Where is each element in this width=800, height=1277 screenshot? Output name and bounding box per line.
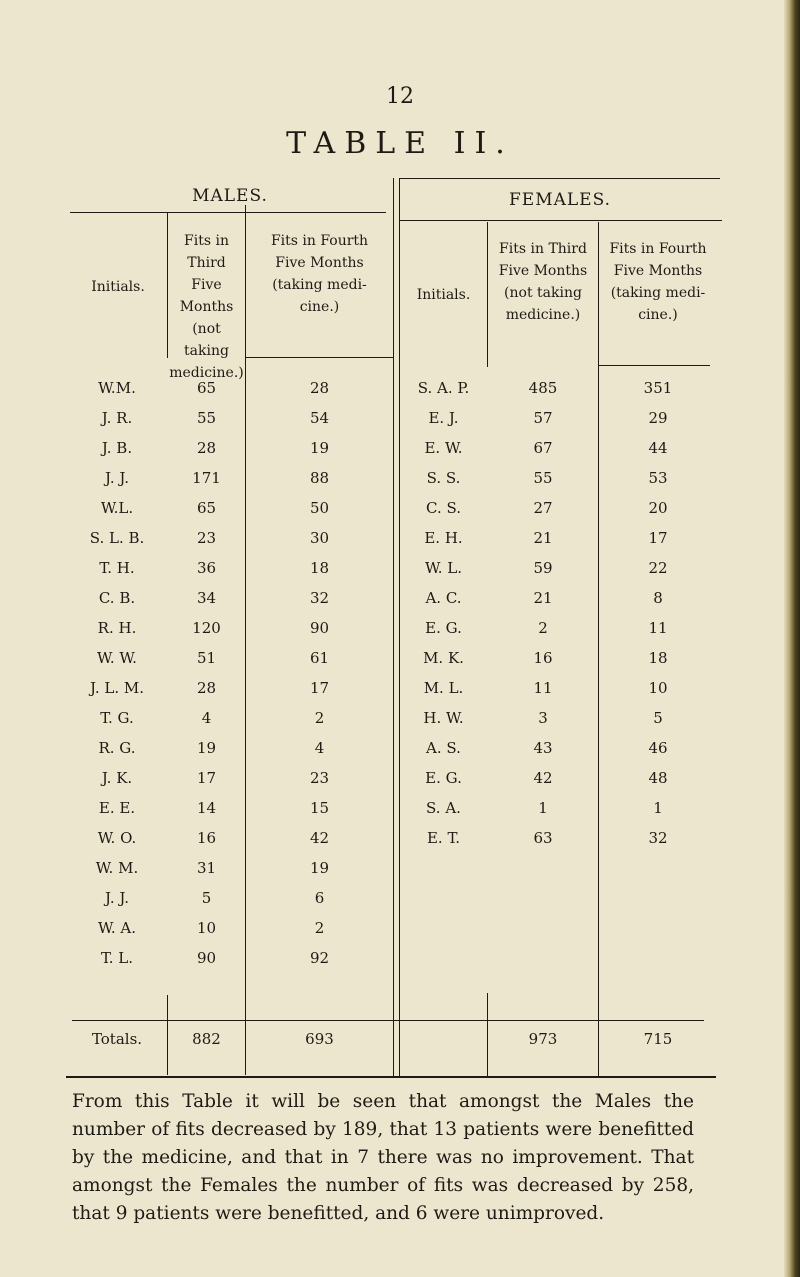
females-row-11-fourth: 10 (648, 679, 668, 697)
rule-under-section-females (400, 220, 722, 221)
females-row-3-third: 67 (533, 439, 553, 457)
females-totals-third: 973 (528, 1030, 558, 1048)
males-header-third: Fits in Third Five Months (not taking medicine.) (169, 233, 244, 381)
males-row-17-fourth: 19 (309, 859, 330, 877)
females-row-7-third: 59 (533, 559, 553, 577)
males-row-12-fourth: 2 (314, 709, 325, 727)
females-row-9-fourth: 11 (648, 619, 668, 637)
males-row-4-initials: J. J. (104, 469, 129, 487)
males-row-4-fourth: 88 (309, 469, 330, 487)
males-row-6-initials: S. L. B. (89, 529, 145, 547)
females-row-11-third: 11 (533, 679, 553, 697)
males-row-13-fourth: 4 (314, 739, 325, 757)
males-section-label: MALES. (192, 186, 268, 206)
females-row-15-initials: S. A. (426, 799, 461, 817)
table-title: TABLE II. (286, 126, 514, 161)
males-row-8-fourth: 32 (309, 589, 330, 607)
males-row-2-third: 55 (196, 409, 217, 427)
males-row-12-initials: T. G. (100, 709, 134, 727)
page-number: 12 (386, 84, 414, 109)
males-row-19-initials: W. A. (98, 919, 136, 937)
males-row-17-initials: W. M. (95, 859, 139, 877)
females-row-4-fourth: 53 (648, 469, 668, 487)
males-row-9-initials: R. H. (97, 619, 137, 637)
males-row-11-initials: J. L. M. (89, 679, 144, 697)
females-row-6-third: 21 (533, 529, 553, 547)
females-row-5-third: 27 (533, 499, 553, 517)
males-row-19-fourth: 2 (314, 919, 325, 937)
males-row-17-third: 31 (196, 859, 217, 877)
males-row-5-third: 65 (196, 499, 217, 517)
females-row-1-fourth: 351 (643, 379, 673, 397)
females-row-8-initials: A. C. (425, 589, 462, 607)
females-row-1-third: 485 (528, 379, 558, 397)
males-row-14-fourth: 23 (309, 769, 330, 787)
males-row-1-third: 65 (196, 379, 217, 397)
females-header-initials: Initials. (416, 287, 471, 303)
males-row-10-initials: W. W. (97, 649, 137, 667)
males-row-15-initials: E. E. (98, 799, 136, 817)
females-row-10-initials: M. K. (423, 649, 464, 667)
males-totals-third: 882 (192, 1030, 221, 1048)
females-row-15-fourth: 1 (653, 799, 663, 817)
females-row-16-fourth: 32 (648, 829, 668, 847)
males-row-19-third: 10 (196, 919, 217, 937)
males-header-initials: Initials. (91, 279, 145, 295)
males-row-8-third: 34 (196, 589, 217, 607)
females-row-10-third: 16 (533, 649, 553, 667)
females-row-9-initials: E. G. (425, 619, 462, 637)
males-row-16-fourth: 42 (309, 829, 330, 847)
males-row-8-initials: C. B. (98, 589, 136, 607)
males-row-11-third: 28 (196, 679, 217, 697)
females-row-16-third: 63 (533, 829, 553, 847)
females-fourth-column (599, 373, 717, 853)
males-row-7-third: 36 (196, 559, 217, 577)
vline-section-divider-a (393, 178, 394, 1076)
females-row-14-initials: E. G. (425, 769, 462, 787)
females-row-9-third: 2 (538, 619, 548, 637)
males-row-5-initials: W.L. (100, 499, 134, 517)
females-row-2-fourth: 29 (648, 409, 668, 427)
males-row-6-third: 23 (196, 529, 217, 547)
females-row-8-fourth: 8 (653, 589, 663, 607)
females-row-2-initials: E. J. (428, 409, 459, 427)
females-row-4-third: 55 (533, 469, 553, 487)
females-row-7-initials: W. L. (424, 559, 463, 577)
females-row-12-initials: H. W. (423, 709, 464, 727)
males-row-20-fourth: 92 (309, 949, 330, 967)
females-row-14-fourth: 48 (648, 769, 668, 787)
males-row-9-fourth: 90 (309, 619, 330, 637)
females-row-5-initials: C. S. (426, 499, 461, 517)
rule-bottom (66, 1076, 716, 1078)
females-row-12-fourth: 5 (653, 709, 663, 727)
males-third-column (168, 373, 245, 973)
males-row-13-initials: R. G. (98, 739, 136, 757)
males-row-3-initials: J. B. (101, 439, 133, 457)
males-row-1-initials: W.M. (98, 379, 136, 397)
males-row-2-fourth: 54 (309, 409, 330, 427)
females-row-10-fourth: 18 (648, 649, 668, 667)
females-row-13-fourth: 46 (648, 739, 668, 757)
males-row-18-fourth: 6 (314, 889, 325, 907)
males-row-7-initials: T. H. (99, 559, 135, 577)
males-row-14-initials: J. K. (101, 769, 133, 787)
males-row-10-third: 51 (196, 649, 217, 667)
females-row-16-initials: E. T. (426, 829, 461, 847)
males-row-16-third: 16 (196, 829, 217, 847)
males-row-11-fourth: 17 (309, 679, 330, 697)
females-header-third: Fits in Third Five Months (not taking medicine.) (498, 241, 588, 323)
females-row-2-third: 57 (533, 409, 553, 427)
females-third-column (488, 373, 598, 853)
males-row-16-initials: W. O. (97, 829, 137, 847)
males-row-7-fourth: 18 (309, 559, 330, 577)
males-header-fourth: Fits in Fourth Five Months (taking medi- cine.) (270, 233, 369, 315)
males-row-15-fourth: 15 (309, 799, 330, 817)
males-row-12-third: 4 (201, 709, 212, 727)
females-row-12-third: 3 (538, 709, 548, 727)
males-row-15-third: 14 (196, 799, 217, 817)
males-row-5-fourth: 50 (309, 499, 330, 517)
females-row-6-fourth: 17 (648, 529, 668, 547)
females-row-3-fourth: 44 (648, 439, 668, 457)
females-initials-column (400, 373, 487, 853)
females-row-4-initials: S. S. (426, 469, 461, 487)
rule-under-headers-males (245, 357, 393, 358)
males-row-1-fourth: 28 (309, 379, 330, 397)
females-row-15-third: 1 (538, 799, 548, 817)
males-row-18-initials: J. J. (104, 889, 129, 907)
females-row-11-initials: M. L. (423, 679, 464, 697)
footnote-paragraph: From this Table it will be seen that amongst the Males the number of fits decreased by 189, that 13 patients were benefitted by the medicine, and that in 7 there was no improvement. That amongst the Females the number of fits was decreased by 258, that 9 patients were benefitted, and 6 were unimproved. (72, 1091, 694, 1224)
males-row-14-third: 17 (196, 769, 217, 787)
females-row-5-fourth: 20 (648, 499, 668, 517)
females-row-7-fourth: 22 (648, 559, 668, 577)
females-row-13-third: 43 (533, 739, 553, 757)
females-totals-fourth: 715 (643, 1030, 673, 1048)
males-row-10-fourth: 61 (309, 649, 330, 667)
females-row-6-initials: E. H. (424, 529, 463, 547)
rule-under-section-males (70, 212, 386, 213)
males-row-4-third: 171 (192, 469, 221, 487)
females-row-14-third: 42 (533, 769, 553, 787)
females-section-label: FEMALES. (508, 190, 612, 210)
males-row-18-third: 5 (201, 889, 212, 907)
page-edge (784, 0, 800, 1277)
rule-under-headers-females (598, 365, 710, 366)
males-row-20-initials: T. L. (100, 949, 134, 967)
females-row-8-third: 21 (533, 589, 553, 607)
males-totals-fourth: 693 (305, 1030, 334, 1048)
males-row-2-initials: J. R. (101, 409, 133, 427)
males-row-20-third: 90 (196, 949, 217, 967)
males-row-3-fourth: 19 (309, 439, 330, 457)
males-totals-label: Totals. (91, 1030, 143, 1048)
males-fourth-column (246, 373, 393, 973)
males-row-3-third: 28 (196, 439, 217, 457)
females-row-3-initials: E. W. (424, 439, 463, 457)
males-initials-column (68, 373, 166, 973)
males-row-6-fourth: 30 (309, 529, 330, 547)
females-row-13-initials: A. S. (426, 739, 461, 757)
rule-top-females (400, 178, 720, 179)
females-row-1-initials: S. A. P. (417, 379, 470, 397)
males-row-13-third: 19 (196, 739, 217, 757)
females-header-fourth: Fits in Fourth Five Months (taking medi- cine.) (609, 241, 707, 323)
males-row-9-third: 120 (192, 619, 221, 637)
